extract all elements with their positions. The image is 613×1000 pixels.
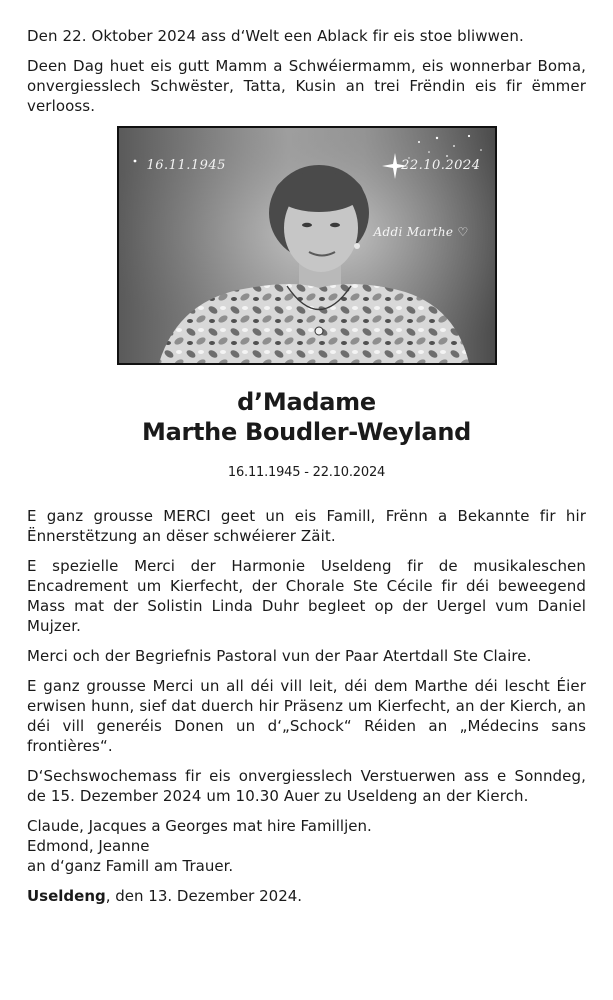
signer-line-3: an d‘ganz Famill am Trauer. [27,857,234,875]
thanks-paragraph-1: E ganz grousse MERCI geet un eis Famill, Frënn a Bekannte fir hir Ënnerstëtzung an dëser schwéierer Zäit. [27,507,586,545]
life-dates: 16.11.1945 - 22.10.2024 [227,465,386,480]
title-full-name: Marthe Boudler-Weyland [141,418,471,446]
intro-paragraph-1: Den 22. Oktober 2024 ass d‘Welt een Ablack fir eis stoe bliwwen. [27,27,524,45]
thanks-paragraph-3: Merci och der Begriefnis Pastoral vun der Paar Atertdall Ste Claire. [27,647,532,665]
title-honorific: d’Madame [237,388,376,416]
signer-line-1: Claude, Jacques a Georges mat hire Familljen. [27,817,372,835]
photo-death-date: 22.10.2024 [401,158,481,173]
signer-line-2: Edmond, Jeanne [27,837,150,855]
thanks-paragraph-4: E ganz grousse Merci un all déi vill leit, déi dem Marthe déi lescht Éier erwisen hunn, sief dat duerch hir Präsenz um Kierfecht, an der Kierch, an déi vill generéis Donen un d‘„Schock“ Réiden an „Médecins sans frontières“. [27,677,586,755]
signers-block [27,816,586,876]
thanks-paragraph-2: E spezielle Merci der Harmonie Useldeng fir de musikaleschen Encadrement um Kierfecht, der Chorale Ste Cécile fir déi beweegend Mass mat der Solistin Linda Duhr begleet op der Uergel vum Daniel Mujzer. [27,557,586,635]
portrait-photo [117,126,497,365]
name-heading [27,387,586,447]
closing-date: , den 13. Dezember 2024. [105,887,303,905]
intro-paragraph-2: Deen Dag huet eis gutt Mamm a Schwéiermamm, eis wonnerbar Boma, onvergiesslech Schwëster, Tatta, Kusin an trei Frëndin eis fir ëmmer verlooss. [27,57,586,115]
closing-place: Useldeng [27,887,106,905]
photo-signature: Addi Marthe ♡ [373,225,469,239]
photo-birth-date: 16.11.1945 [146,158,226,173]
closing-line [27,886,586,906]
mass-announcement: D‘Sechswochemass fir eis onvergiesslech Verstuerwen ass e Sonndeg, de 15. Dezember 2024 um 10.30 Auer zu Useldeng an der Kierch. [27,767,586,805]
